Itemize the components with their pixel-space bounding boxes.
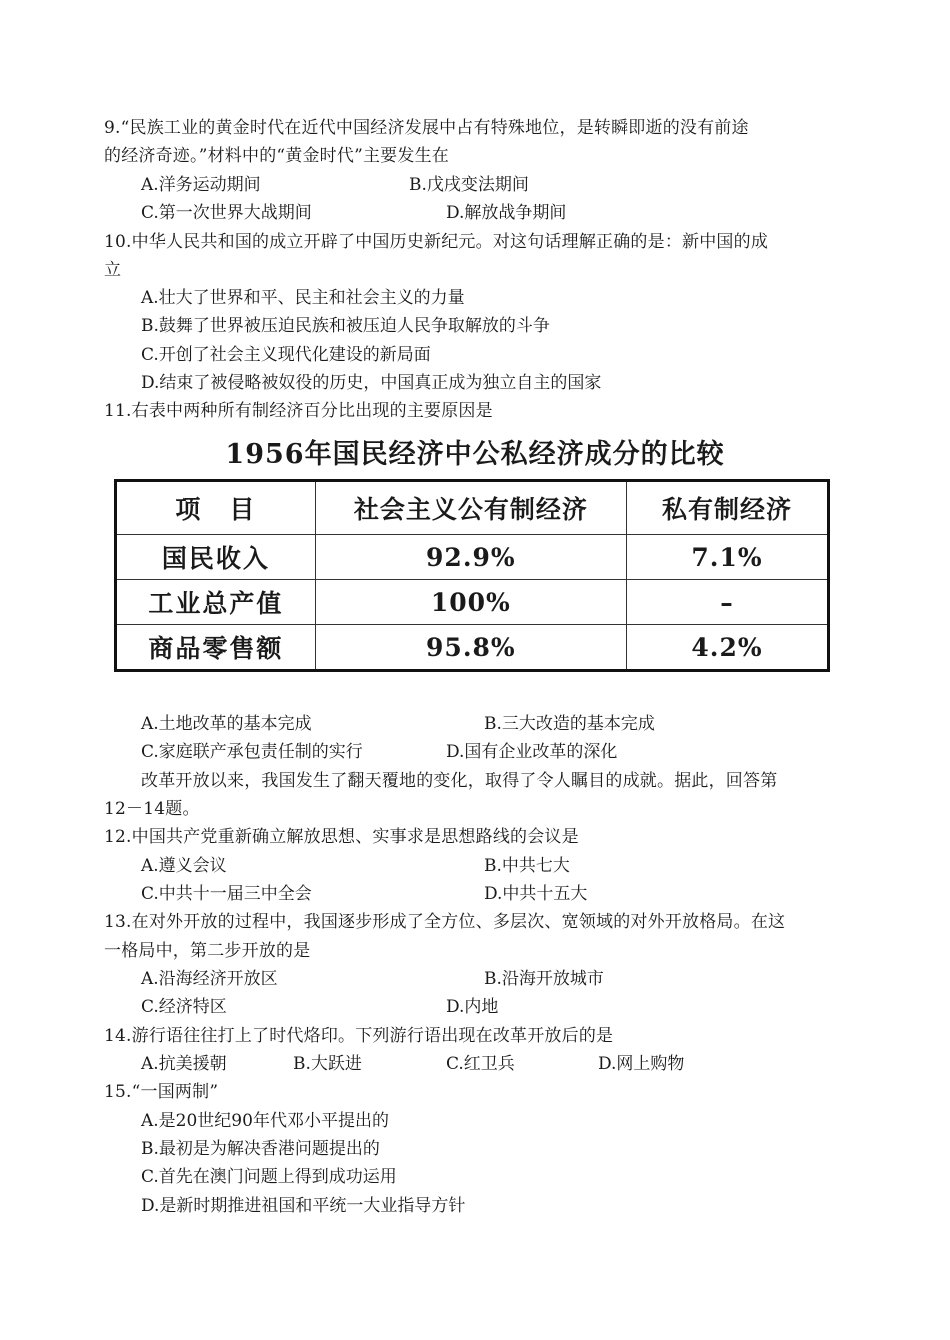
economy-comparison-table: [114, 479, 830, 672]
q14-stem: 14.游行语往往打上了时代烙印。下列游行语出现在改革开放后的是: [104, 1026, 614, 1046]
q14-option-a: A.抗美援朝: [141, 1054, 227, 1074]
q10-option-c: C.开创了社会主义现代化建设的新局面: [141, 345, 431, 365]
q11-option-d: D.国有企业改革的深化: [446, 742, 618, 762]
public-value: 95.8%: [315, 625, 626, 671]
q13-stem-line1: 13.在对外开放的过程中，我国逐步形成了全方位、多层次、宽领域的对外开放格局。在这: [104, 912, 786, 932]
q10-option-a: A.壮大了世界和平、民主和社会主义的力量: [141, 288, 465, 308]
private-value: 7.1%: [627, 535, 829, 580]
intro-12-14-line2: 12－14题。: [104, 799, 200, 819]
q15-stem: 15.“一国两制”: [104, 1082, 219, 1102]
q13-option-c: C.经济特区: [141, 997, 227, 1017]
private-value: –: [627, 580, 829, 625]
q11-option-a: A.土地改革的基本完成: [141, 714, 312, 734]
q14-option-b: B.大跃进: [293, 1054, 362, 1074]
table-header-row: [116, 481, 829, 535]
q12-option-b: B.中共七大: [484, 856, 570, 876]
q11-option-c: C.家庭联产承包责任制的实行: [141, 742, 363, 762]
q15-option-d: D.是新时期推进祖国和平统一大业指导方针: [141, 1196, 466, 1216]
q10-stem-line2: 立: [104, 260, 122, 280]
q13-option-d: D.内地: [446, 997, 499, 1017]
q9-option-b: B.戊戌变法期间: [409, 175, 529, 195]
q9-option-c: C.第一次世界大战期间: [141, 203, 312, 223]
q14-option-d: D.网上购物: [598, 1054, 685, 1074]
q12-stem: 12.中国共产党重新确立解放思想、实事求是思想路线的会议是: [104, 827, 579, 847]
q15-option-a: A.是20世纪90年代邓小平提出的: [141, 1111, 389, 1131]
intro-12-14-line1: 改革开放以来，我国发生了翻天覆地的变化，取得了令人瞩目的成就。据此，回答第: [141, 771, 778, 791]
q10-stem-line1: 10.中华人民共和国的成立开辟了中国历史新纪元。对这句话理解正确的是：新中国的成: [104, 232, 769, 252]
table-title: 1956年国民经济中公私经济成分的比较: [225, 439, 725, 470]
table-row: [116, 535, 829, 580]
q9-stem-line2: 的经济奇迹。”材料中的“黄金时代”主要发生在: [104, 146, 449, 166]
q12-option-c: C.中共十一届三中全会: [141, 884, 312, 904]
q10-option-d: D.结束了被侵略被奴役的历史，中国真正成为独立自主的国家: [141, 373, 602, 393]
public-value: 100%: [315, 580, 626, 625]
q13-stem-line2: 一格局中，第二步开放的是: [104, 941, 311, 961]
q12-option-a: A.遵义会议: [141, 856, 227, 876]
q15-option-b: B.最初是为解决香港问题提出的: [141, 1139, 380, 1159]
q11-stem: 11.右表中两种所有制经济百分比出现的主要原因是: [104, 401, 493, 421]
row-label: 工业总产值: [116, 580, 316, 625]
row-label: 商品零售额: [116, 625, 316, 671]
q11-option-b: B.三大改造的基本完成: [484, 714, 655, 734]
q13-option-b: B.沿海开放城市: [484, 969, 604, 989]
private-value: 4.2%: [627, 625, 829, 671]
q12-option-d: D.中共十五大: [484, 884, 588, 904]
q15-option-c: C.首先在澳门问题上得到成功运用: [141, 1167, 397, 1187]
q9-option-d: D.解放战争期间: [446, 203, 567, 223]
q14-option-c: C.红卫兵: [446, 1054, 515, 1074]
header-private-economy: 私有制经济: [627, 481, 829, 535]
q9-stem-line1: 9.“民族工业的黄金时代在近代中国经济发展中占有特殊地位，是转瞬即逝的没有前途: [104, 118, 749, 138]
table-row: [116, 580, 829, 625]
public-value: 92.9%: [315, 535, 626, 580]
header-item: 项 目: [116, 481, 316, 535]
q13-option-a: A.沿海经济开放区: [141, 969, 278, 989]
q10-option-b: B.鼓舞了世界被压迫民族和被压迫人民争取解放的斗争: [141, 316, 550, 336]
table-row: [116, 625, 829, 671]
header-public-economy: 社会主义公有制经济: [315, 481, 626, 535]
q9-option-a: A.洋务运动期间: [141, 175, 261, 195]
row-label: 国民收入: [116, 535, 316, 580]
